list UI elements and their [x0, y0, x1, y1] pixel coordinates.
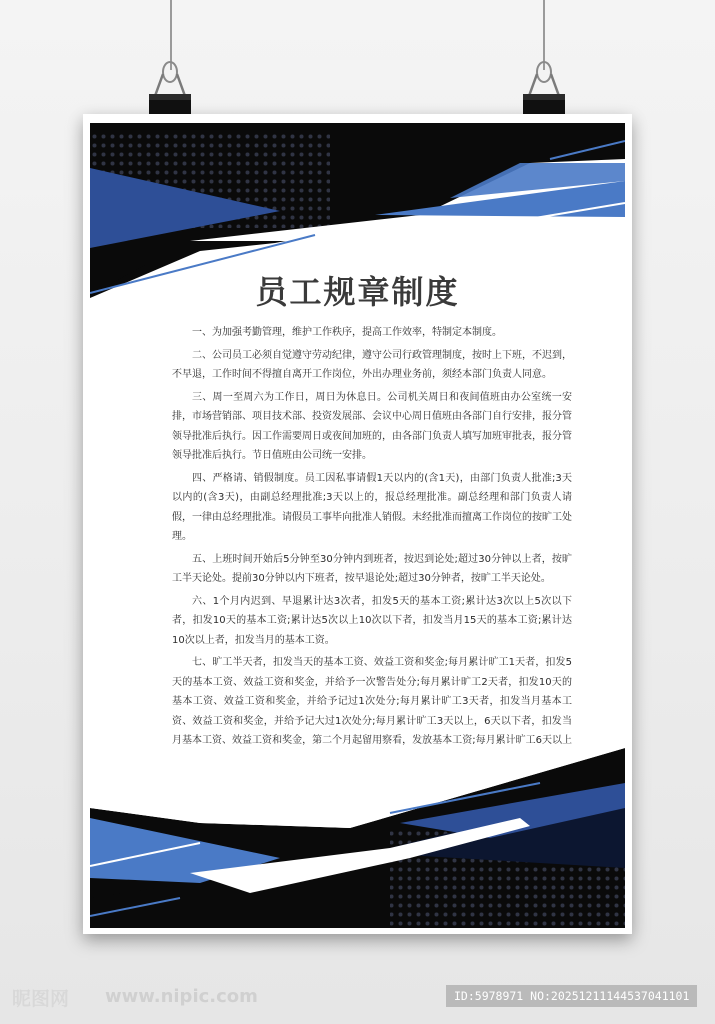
regulation-paragraph-1: 一、为加强考勤管理，维护工作秩序，提高工作效率，特制定本制度。	[192, 327, 502, 338]
regulations-body	[172, 323, 572, 773]
binder-clip-left-icon	[147, 60, 193, 122]
regulation-paragraph-4: 四、严格请、销假制度。员工因私事请假1天以内的(含1天)，由部门负责人批准;3天以内的(含3天)，由副总经理批准;3天以上的，报总经理批准。副总经理和部门负责人请假，一律由总经理批准。请假员工事毕向批准人销假。未经批准而擅离工作岗位的按旷工处理。	[172, 472, 572, 542]
regulation-paragraph-7: 七、旷工半天者，扣发当天的基本工资、效益工资和奖金;每月累计旷工1天者，扣发5天的基本工资、效益工资和奖金，并给予一次警告处分;每月累计旷工2天者，扣发10天的基本工资、效益工资和奖金，并给予记过1次处分;每月累计旷工3天者，扣发当月基本工资、效益工资和奖金，并给予记大过1次处分;每月累计旷工3天以上，6天以下者，扣发当月基本工资、效益工资和奖金，第二个月起留用察看，发放基本工资;每月累计旷工6天以上	[172, 657, 572, 746]
regulation-paragraph-6: 六、1个月内迟到、早退累计达3次者，扣发5天的基本工资;累计达3次以上5次以下者，扣发10天的基本工资;累计达5次以上10次以下者，扣发当月15天的基本工资;累计达10次以上者，扣发当月的基本工资。	[172, 595, 572, 646]
regulation-paragraph-5: 五、上班时间开始后5分钟至30分钟内到班者，按迟到论处;超过30分钟以上者，按旷工半天论处。提前30分钟以内下班者，按早退论处;超过30分钟者，按旷工半天论处。	[172, 553, 572, 584]
poster-title: 员工规章制度	[255, 273, 460, 311]
poster	[83, 114, 632, 934]
poster-canvas	[90, 123, 625, 928]
regulation-paragraph-3: 三、周一至周六为工作日，周日为休息日。公司机关周日和夜间值班由办公室统一安排，市场营销部、项目技术部、投资发展部、会议中心周日值班由各部门自行安排，报分管领导批准后执行。因工作需要周日或夜间加班的，由各部门负责人填写加班审批表，报分管领导批准后执行。节日值班由公司统一安排。	[172, 391, 572, 461]
bottom-geometric-decoration	[90, 748, 625, 928]
binder-clip-right-icon	[521, 60, 567, 122]
regulation-paragraph-2: 二、公司员工必须自觉遵守劳动纪律，遵守公司行政管理制度，按时上下班，不迟到，不早退，工作时间不得擅自离开工作岗位，外出办理业务前，须经本部门负责人同意。	[172, 349, 572, 380]
image-id-badge: ID:5978971 NO:20251211144537041101	[446, 985, 697, 1007]
nipic-site-url: www.nipic.com	[105, 986, 258, 1007]
nipic-logo: 昵图网	[12, 988, 70, 1010]
